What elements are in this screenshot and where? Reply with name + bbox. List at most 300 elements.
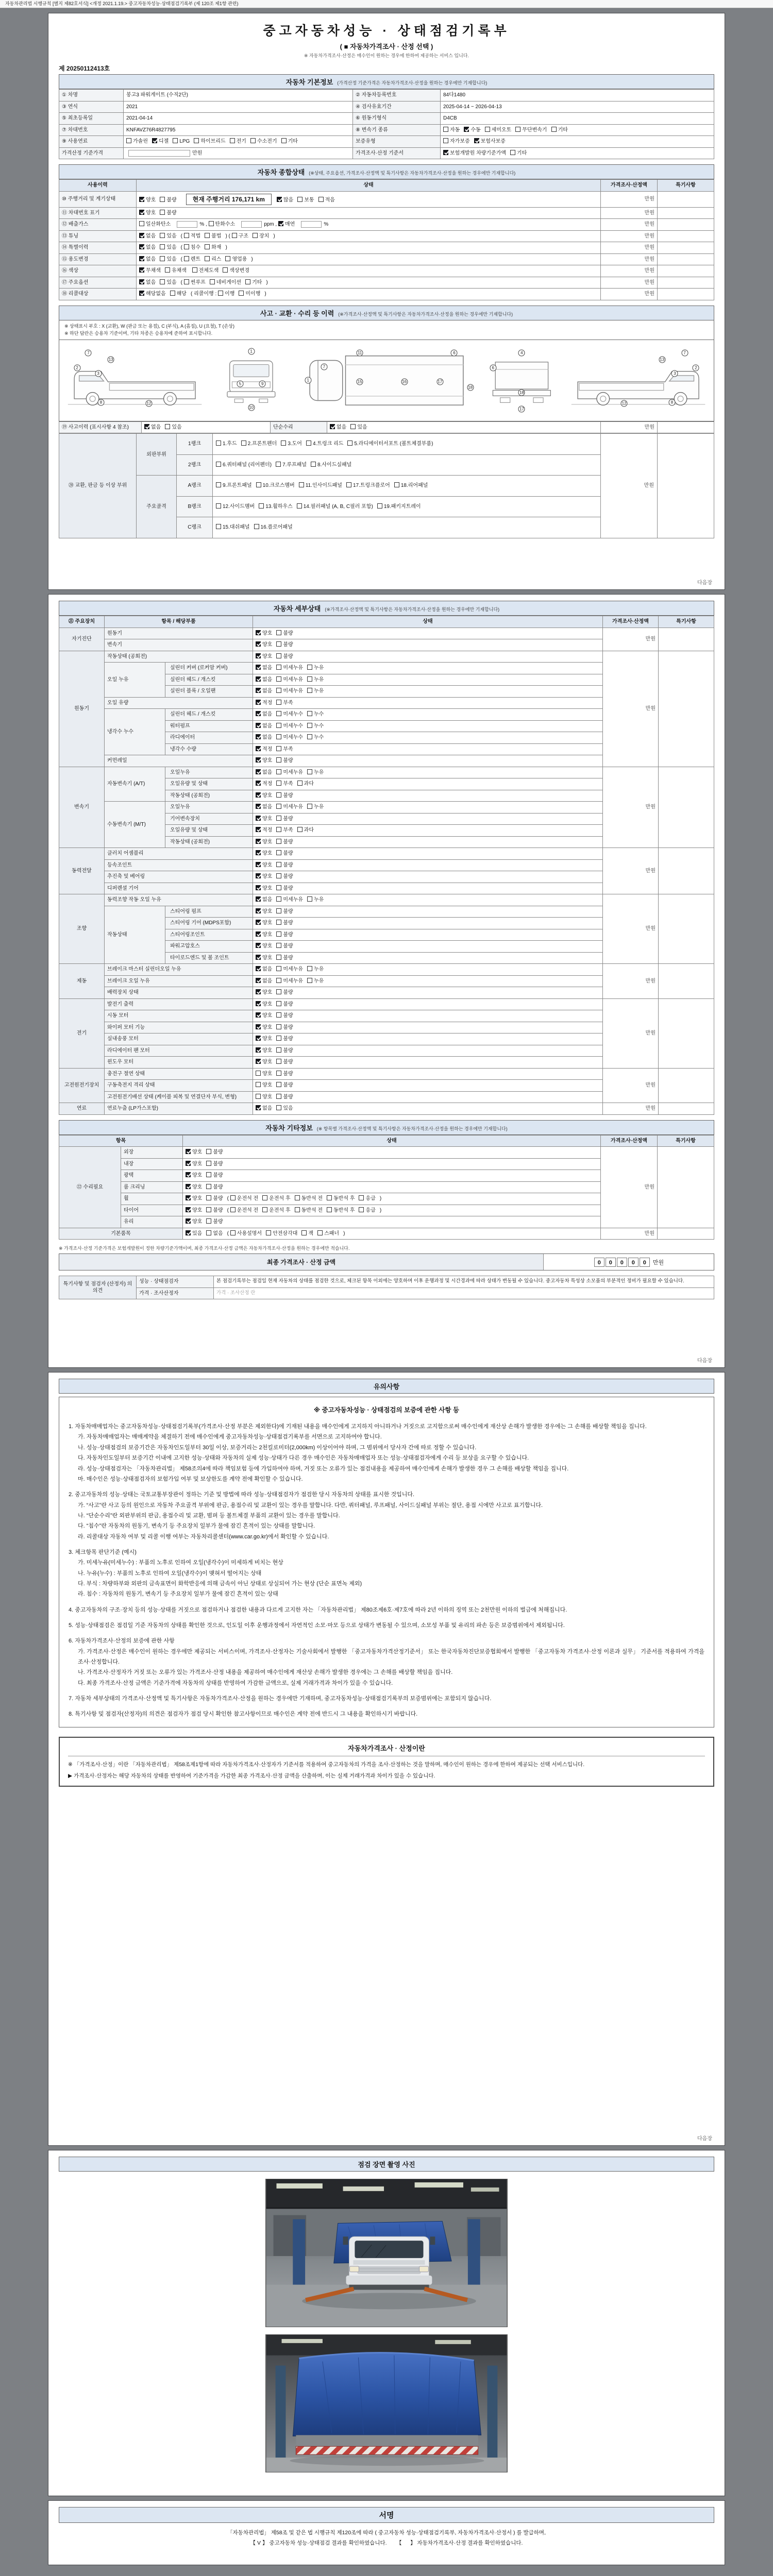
checkbox[interactable]: [256, 1105, 261, 1110]
checkbox-option[interactable]: [165, 424, 181, 431]
checkbox[interactable]: [256, 1047, 261, 1053]
checkbox-option[interactable]: [256, 676, 272, 684]
checkbox-option[interactable]: [160, 233, 176, 240]
checkbox[interactable]: [281, 440, 286, 446]
checkbox-option[interactable]: [276, 862, 293, 869]
checkbox-option[interactable]: [256, 1047, 272, 1055]
checkbox[interactable]: [281, 138, 287, 143]
checkbox[interactable]: [276, 920, 281, 925]
checkbox-option[interactable]: [173, 138, 190, 145]
checkbox-option[interactable]: [256, 630, 272, 637]
checkbox[interactable]: [256, 850, 261, 855]
checkbox[interactable]: [245, 279, 250, 284]
checkbox-option[interactable]: [297, 781, 314, 788]
checkbox-option[interactable]: [276, 1094, 293, 1101]
checkbox-option[interactable]: [184, 244, 200, 251]
checkbox[interactable]: [307, 711, 312, 716]
checkbox-option[interactable]: [276, 978, 303, 985]
checkbox-option[interactable]: [139, 197, 156, 204]
checkbox-option[interactable]: [256, 746, 272, 753]
checkbox-option[interactable]: [256, 1036, 272, 1043]
checkbox[interactable]: [230, 138, 235, 143]
checkbox-option[interactable]: [394, 482, 428, 489]
checkbox-option[interactable]: [276, 816, 293, 823]
checkbox[interactable]: [205, 244, 210, 249]
checkbox-option[interactable]: [216, 482, 252, 489]
checkbox[interactable]: [276, 641, 281, 647]
checkbox[interactable]: [307, 896, 312, 902]
checkbox[interactable]: [256, 769, 261, 774]
checkbox-option[interactable]: [186, 1195, 202, 1202]
checkbox[interactable]: [359, 1207, 364, 1212]
checkbox[interactable]: [276, 630, 281, 635]
checkbox-option[interactable]: [256, 862, 272, 869]
checkbox-option[interactable]: [256, 769, 272, 776]
checkbox-option[interactable]: [170, 291, 187, 298]
checkbox-option[interactable]: [276, 1082, 293, 1089]
checkbox[interactable]: [297, 503, 302, 509]
checkbox-option[interactable]: [311, 462, 351, 469]
checkbox[interactable]: [443, 150, 448, 155]
checkbox-option[interactable]: [139, 256, 156, 263]
checkbox-option[interactable]: [186, 1218, 202, 1226]
checkbox-option[interactable]: [216, 462, 272, 469]
checkbox[interactable]: [256, 1059, 261, 1064]
checkbox-option[interactable]: [139, 233, 156, 240]
checkbox[interactable]: [256, 757, 261, 762]
checkbox[interactable]: [139, 197, 144, 202]
checkbox[interactable]: [160, 233, 165, 238]
checkbox[interactable]: [278, 221, 283, 226]
checkbox[interactable]: [318, 197, 324, 202]
checkbox-option[interactable]: [377, 503, 421, 511]
checkbox-option[interactable]: [318, 197, 335, 204]
checkbox[interactable]: [256, 862, 261, 867]
checkbox[interactable]: [256, 1024, 261, 1029]
checkbox[interactable]: [276, 908, 281, 913]
checkbox[interactable]: [377, 503, 382, 509]
checkbox-option[interactable]: [276, 1105, 293, 1112]
checkbox-option[interactable]: [281, 138, 298, 145]
checkbox[interactable]: [299, 482, 304, 487]
checkbox-option[interactable]: [276, 630, 293, 637]
checkbox-option[interactable]: [216, 524, 250, 531]
checkbox-option[interactable]: [206, 1184, 223, 1191]
checkbox[interactable]: [206, 1172, 211, 1177]
checkbox[interactable]: [139, 279, 144, 284]
checkbox-option[interactable]: [206, 1172, 223, 1179]
checkbox[interactable]: [276, 676, 281, 682]
checkbox-option[interactable]: [160, 244, 176, 251]
checkbox[interactable]: [276, 816, 281, 821]
checkbox[interactable]: [276, 978, 281, 983]
checkbox[interactable]: [256, 1001, 261, 1006]
checkbox-option[interactable]: [297, 827, 314, 834]
checkbox[interactable]: [510, 150, 515, 155]
checkbox[interactable]: [266, 1230, 271, 1235]
checkbox-option[interactable]: [206, 1149, 223, 1156]
checkbox-option[interactable]: [256, 966, 272, 973]
checkbox-option[interactable]: [276, 688, 303, 695]
checkbox-option[interactable]: [205, 233, 221, 240]
checkbox-option[interactable]: [276, 676, 303, 684]
checkbox-option[interactable]: [230, 1207, 258, 1214]
checkbox-option[interactable]: [276, 1001, 293, 1008]
checkbox-option[interactable]: [256, 827, 272, 834]
checkbox[interactable]: [276, 827, 281, 832]
checkbox-option[interactable]: [474, 138, 506, 145]
checkbox[interactable]: [276, 885, 281, 890]
checkbox-option[interactable]: [256, 955, 272, 962]
checkbox[interactable]: [256, 781, 261, 786]
checkbox[interactable]: [262, 1195, 267, 1200]
checkbox[interactable]: [295, 1195, 300, 1200]
checkbox[interactable]: [256, 908, 261, 913]
checkbox[interactable]: [230, 1195, 236, 1200]
checkbox-option[interactable]: [307, 676, 324, 684]
checkbox[interactable]: [276, 462, 281, 467]
checkbox-option[interactable]: [276, 723, 303, 730]
checkbox[interactable]: [276, 1059, 281, 1064]
checkbox[interactable]: [276, 757, 281, 762]
checkbox-option[interactable]: [232, 233, 248, 240]
checkbox[interactable]: [256, 989, 261, 994]
checkbox[interactable]: [256, 676, 261, 682]
checkbox[interactable]: [394, 482, 399, 487]
checkbox-option[interactable]: [276, 1059, 293, 1066]
checkbox[interactable]: [194, 138, 199, 143]
checkbox-option[interactable]: [443, 127, 460, 134]
checkbox-option[interactable]: [160, 210, 176, 217]
checkbox[interactable]: [256, 955, 261, 960]
checkbox-option[interactable]: [256, 989, 272, 996]
checkbox[interactable]: [206, 1230, 211, 1235]
checkbox[interactable]: [216, 503, 221, 509]
checkbox-option[interactable]: [256, 1012, 272, 1020]
checkbox[interactable]: [184, 279, 189, 284]
checkbox-option[interactable]: [276, 1071, 293, 1078]
checkbox[interactable]: [256, 700, 261, 705]
checkbox-option[interactable]: [184, 279, 206, 286]
checkbox[interactable]: [126, 138, 131, 143]
checkbox-option[interactable]: [250, 138, 277, 145]
checkbox[interactable]: [276, 665, 281, 670]
checkbox[interactable]: [139, 244, 144, 249]
checkbox-option[interactable]: [359, 1195, 375, 1202]
checkbox[interactable]: [443, 138, 448, 143]
checkbox-option[interactable]: [350, 424, 367, 431]
checkbox[interactable]: [359, 1195, 364, 1200]
checkbox[interactable]: [139, 256, 144, 261]
checkbox-option[interactable]: [307, 896, 324, 904]
checkbox[interactable]: [186, 1161, 191, 1166]
checkbox[interactable]: [239, 291, 244, 296]
checkbox[interactable]: [160, 256, 165, 261]
checkbox[interactable]: [256, 966, 261, 971]
checkbox[interactable]: [256, 978, 261, 983]
checkbox[interactable]: [250, 138, 256, 143]
checkbox-option[interactable]: [256, 885, 272, 892]
checkbox[interactable]: [256, 482, 261, 487]
checkbox-option[interactable]: [297, 197, 314, 204]
checkbox-option[interactable]: [262, 1195, 290, 1202]
checkbox-option[interactable]: [276, 1036, 293, 1043]
checkbox-option[interactable]: [276, 896, 303, 904]
checkbox[interactable]: [347, 440, 352, 446]
checkbox-option[interactable]: [276, 653, 293, 660]
checkbox[interactable]: [276, 955, 281, 960]
checkbox-option[interactable]: [307, 665, 324, 672]
checkbox-option[interactable]: [139, 210, 156, 217]
checkbox[interactable]: [551, 127, 557, 132]
checkbox[interactable]: [307, 978, 312, 983]
checkbox[interactable]: [307, 688, 312, 693]
checkbox-option[interactable]: [307, 734, 324, 741]
checkbox[interactable]: [256, 873, 261, 878]
checkbox-option[interactable]: [256, 641, 272, 649]
checkbox[interactable]: [317, 1230, 323, 1235]
checkbox-option[interactable]: [464, 127, 480, 134]
checkbox-option[interactable]: [186, 1149, 202, 1156]
checkbox[interactable]: [209, 221, 214, 226]
checkbox-option[interactable]: [307, 723, 324, 730]
checkbox-option[interactable]: [307, 688, 324, 695]
checkbox[interactable]: [276, 688, 281, 693]
checkbox-option[interactable]: [276, 462, 307, 469]
next-page-label[interactable]: 다음장: [697, 2136, 712, 2142]
checkbox[interactable]: [276, 1105, 281, 1110]
checkbox-option[interactable]: [281, 440, 302, 448]
checkbox-option[interactable]: [276, 966, 303, 973]
checkbox[interactable]: [276, 1094, 281, 1099]
checkbox-option[interactable]: [256, 734, 272, 741]
checkbox-option[interactable]: [256, 1001, 272, 1008]
checkbox[interactable]: [256, 816, 261, 821]
checkbox-option[interactable]: [206, 1161, 223, 1168]
checkbox[interactable]: [276, 1024, 281, 1029]
checkbox-option[interactable]: [206, 1207, 223, 1214]
checkbox[interactable]: [160, 279, 165, 284]
checkbox-option[interactable]: [126, 138, 148, 145]
checkbox-option[interactable]: [256, 665, 272, 672]
checkbox[interactable]: [241, 440, 246, 446]
checkbox[interactable]: [139, 291, 144, 296]
checkbox[interactable]: [216, 524, 221, 529]
checkbox[interactable]: [184, 244, 189, 249]
checkbox-option[interactable]: [259, 503, 293, 511]
checkbox[interactable]: [206, 1161, 211, 1166]
checkbox[interactable]: [165, 424, 170, 429]
checkbox-option[interactable]: [307, 769, 324, 776]
checkbox[interactable]: [256, 723, 261, 728]
checkbox-option[interactable]: [256, 781, 272, 788]
checkbox[interactable]: [350, 424, 356, 429]
checkbox-option[interactable]: [256, 896, 272, 904]
checkbox[interactable]: [307, 665, 312, 670]
checkbox-option[interactable]: [276, 943, 293, 950]
checkbox[interactable]: [276, 1071, 281, 1076]
checkbox[interactable]: [276, 839, 281, 844]
checkbox[interactable]: [276, 850, 281, 855]
checkbox[interactable]: [253, 233, 258, 238]
checkbox-option[interactable]: [256, 1105, 272, 1112]
checkbox-option[interactable]: [551, 127, 568, 134]
checkbox-option[interactable]: [256, 1024, 272, 1031]
checkbox-option[interactable]: [256, 943, 272, 950]
checkbox[interactable]: [256, 653, 261, 658]
checkbox-option[interactable]: [278, 221, 295, 228]
checkbox[interactable]: [474, 138, 479, 143]
checkbox-option[interactable]: [276, 769, 303, 776]
checkbox-option[interactable]: [276, 1012, 293, 1020]
checkbox-option[interactable]: [256, 816, 272, 823]
checkbox[interactable]: [311, 462, 316, 467]
checkbox-option[interactable]: [256, 723, 272, 730]
checkbox[interactable]: [256, 1036, 261, 1041]
checkbox[interactable]: [276, 804, 281, 809]
checkbox-option[interactable]: [276, 792, 293, 800]
checkbox[interactable]: [160, 197, 165, 202]
checkbox[interactable]: [139, 233, 144, 238]
checkbox[interactable]: [276, 966, 281, 971]
checkbox[interactable]: [218, 291, 223, 296]
checkbox-option[interactable]: [256, 978, 272, 985]
checkbox-option[interactable]: [160, 279, 176, 286]
checkbox[interactable]: [186, 1207, 191, 1212]
checkbox[interactable]: [173, 138, 178, 143]
checkbox-option[interactable]: [139, 291, 166, 298]
checkbox-option[interactable]: [256, 711, 272, 718]
checkbox[interactable]: [276, 792, 281, 798]
checkbox-option[interactable]: [347, 440, 433, 448]
checkbox[interactable]: [276, 1001, 281, 1006]
checkbox[interactable]: [276, 1012, 281, 1018]
checkbox-option[interactable]: [276, 700, 293, 707]
checkbox[interactable]: [327, 1195, 332, 1200]
checkbox[interactable]: [256, 804, 261, 809]
checkbox[interactable]: [216, 462, 221, 467]
checkbox-option[interactable]: [301, 1230, 313, 1238]
checkbox-option[interactable]: [295, 1207, 323, 1214]
checkbox-option[interactable]: [165, 267, 187, 275]
checkbox[interactable]: [276, 943, 281, 948]
checkbox[interactable]: [256, 734, 261, 739]
checkbox-option[interactable]: [276, 781, 293, 788]
checkbox-option[interactable]: [327, 1195, 355, 1202]
next-page-label[interactable]: 다음장: [697, 1358, 712, 1364]
checkbox-option[interactable]: [206, 1218, 223, 1226]
checkbox[interactable]: [262, 1207, 267, 1212]
checkbox-option[interactable]: [276, 955, 293, 962]
checkbox[interactable]: [259, 503, 264, 509]
checkbox[interactable]: [256, 931, 261, 937]
checkbox-option[interactable]: [515, 127, 547, 134]
checkbox-option[interactable]: [307, 804, 324, 811]
checkbox[interactable]: [206, 1195, 211, 1200]
checkbox-option[interactable]: [186, 1172, 202, 1179]
checkbox[interactable]: [256, 885, 261, 890]
checkbox-option[interactable]: [230, 1230, 262, 1238]
checkbox[interactable]: [139, 267, 144, 273]
checkbox-option[interactable]: [277, 197, 293, 204]
checkbox-option[interactable]: [276, 839, 293, 846]
checkbox-option[interactable]: [276, 804, 303, 811]
checkbox[interactable]: [306, 440, 311, 446]
checkbox[interactable]: [307, 804, 312, 809]
checkbox-option[interactable]: [186, 1161, 202, 1168]
checkbox-option[interactable]: [256, 1059, 272, 1066]
checkbox[interactable]: [144, 424, 149, 429]
checkbox-option[interactable]: [359, 1207, 375, 1214]
checkbox[interactable]: [443, 127, 448, 132]
checkbox-option[interactable]: [276, 1024, 293, 1031]
checkbox-option[interactable]: [139, 279, 156, 286]
checkbox[interactable]: [256, 1082, 261, 1087]
checkbox[interactable]: [256, 896, 261, 902]
checkbox[interactable]: [276, 781, 281, 786]
checkbox-option[interactable]: [139, 244, 156, 251]
checkbox-option[interactable]: [160, 197, 176, 204]
checkbox-option[interactable]: [218, 291, 234, 298]
checkbox[interactable]: [256, 665, 261, 670]
checkbox[interactable]: [256, 711, 261, 716]
checkbox[interactable]: [186, 1195, 191, 1200]
checkbox-option[interactable]: [276, 746, 293, 753]
checkbox-option[interactable]: [510, 150, 527, 157]
checkbox[interactable]: [206, 1218, 211, 1224]
checkbox-option[interactable]: [307, 978, 324, 985]
checkbox-option[interactable]: [205, 244, 221, 251]
checkbox[interactable]: [256, 641, 261, 647]
checkbox-option[interactable]: [276, 734, 303, 741]
checkbox-option[interactable]: [276, 885, 293, 892]
checkbox[interactable]: [256, 1094, 261, 1099]
checkbox-option[interactable]: [327, 1207, 355, 1214]
checkbox-option[interactable]: [276, 641, 293, 649]
checkbox[interactable]: [307, 723, 312, 728]
checkbox[interactable]: [276, 896, 281, 902]
checkbox[interactable]: [205, 233, 210, 238]
checkbox-option[interactable]: [306, 440, 343, 448]
checkbox[interactable]: [256, 630, 261, 635]
checkbox-option[interactable]: [297, 503, 373, 511]
checkbox-option[interactable]: [276, 711, 303, 718]
checkbox-option[interactable]: [139, 267, 161, 275]
checkbox[interactable]: [295, 1207, 300, 1212]
checkbox-option[interactable]: [276, 1047, 293, 1055]
checkbox[interactable]: [297, 827, 303, 832]
checkbox[interactable]: [327, 1207, 332, 1212]
checkbox[interactable]: [485, 127, 490, 132]
checkbox-option[interactable]: [256, 1071, 272, 1078]
checkbox-option[interactable]: [230, 1195, 258, 1202]
checkbox-option[interactable]: [205, 256, 221, 263]
checkbox[interactable]: [170, 291, 175, 296]
checkbox[interactable]: [276, 873, 281, 878]
checkbox-option[interactable]: [485, 127, 512, 134]
checkbox[interactable]: [307, 966, 312, 971]
checkbox-option[interactable]: [216, 503, 255, 511]
checkbox-option[interactable]: [186, 1184, 202, 1191]
checkbox[interactable]: [160, 210, 165, 215]
checkbox-option[interactable]: [443, 150, 506, 157]
checkbox-option[interactable]: [209, 221, 236, 228]
checkbox[interactable]: [276, 862, 281, 867]
checkbox[interactable]: [276, 723, 281, 728]
checkbox[interactable]: [230, 1230, 236, 1235]
checkbox-option[interactable]: [256, 688, 272, 695]
checkbox-option[interactable]: [253, 233, 269, 240]
